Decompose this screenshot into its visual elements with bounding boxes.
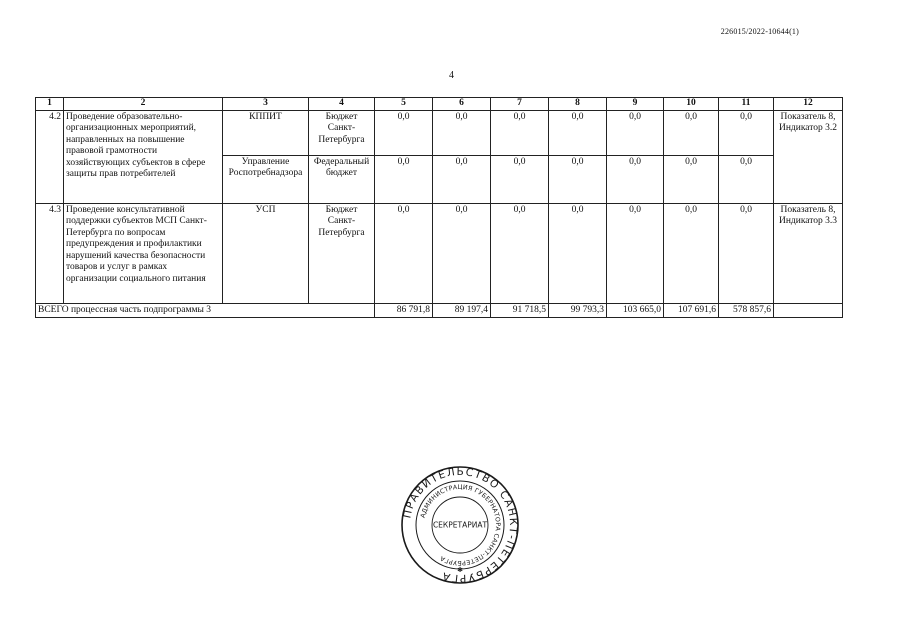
activity-cell: Проведение образовательно-организационных мероприятий, направленных на повышение правовой грамотности хозяйствующих субъектов в сфере защиты прав потребителей	[64, 110, 223, 203]
header-row	[36, 98, 843, 111]
budget-table	[35, 97, 843, 318]
value-cell: 0,0	[433, 203, 491, 303]
star-icon: ✱	[457, 566, 463, 574]
value-cell: 0,0	[719, 110, 774, 155]
total-value: 86 791,8	[375, 303, 433, 318]
value-cell: 0,0	[664, 203, 719, 303]
col-header: 11	[719, 98, 774, 111]
table-row	[36, 110, 843, 155]
col-header: 4	[309, 98, 375, 111]
col-header: 8	[549, 98, 607, 111]
seal-center-text: СЕКРЕТАРИАТ	[432, 520, 488, 530]
col-header: 5	[375, 98, 433, 111]
value-cell: 0,0	[433, 110, 491, 155]
value-cell: 0,0	[491, 203, 549, 303]
col-header: 9	[607, 98, 664, 111]
total-value: 103 665,0	[607, 303, 664, 318]
value-cell: 0,0	[433, 155, 491, 203]
value-cell: 0,0	[664, 110, 719, 155]
col-header: 2	[64, 98, 223, 111]
col-header: 6	[433, 98, 491, 111]
row-number: 4.3	[36, 203, 64, 303]
row-number: 4.2	[36, 110, 64, 203]
executor-cell: УСП	[223, 203, 309, 303]
empty-cell	[774, 303, 843, 318]
indicator-cell: Показатель 8, Индикатор 3.2	[774, 110, 843, 203]
value-cell: 0,0	[719, 203, 774, 303]
indicator-cell: Показатель 8, Индикатор 3.3	[774, 203, 843, 303]
col-header: 12	[774, 98, 843, 111]
executor-cell: Управление Роспотребнадзора	[223, 155, 309, 203]
executor-cell: КППИТ	[223, 110, 309, 155]
col-header: 1	[36, 98, 64, 111]
source-cell: Бюджет Санкт-Петербурга	[309, 110, 375, 155]
value-cell: 0,0	[491, 110, 549, 155]
total-label: ВСЕГО процессная часть подпрограммы 3	[36, 303, 375, 318]
total-row	[36, 303, 843, 318]
seal-outer-text: ПРАВИТЕЛЬСТВО САНКТ-ПЕТЕРБУРГА	[401, 465, 520, 585]
value-cell: 0,0	[607, 110, 664, 155]
value-cell: 0,0	[549, 110, 607, 155]
total-value: 107 691,6	[664, 303, 719, 318]
source-cell: Бюджет Санкт-Петербурга	[309, 203, 375, 303]
official-seal	[400, 465, 520, 585]
value-cell: 0,0	[491, 155, 549, 203]
col-header: 3	[223, 98, 309, 111]
col-header: 7	[491, 98, 549, 111]
value-cell: 0,0	[664, 155, 719, 203]
total-value: 91 718,5	[491, 303, 549, 318]
page-number: 4	[449, 70, 454, 81]
document-number: 226015/2022-10644(1)	[720, 27, 799, 36]
value-cell: 0,0	[607, 203, 664, 303]
value-cell: 0,0	[719, 155, 774, 203]
col-header: 10	[664, 98, 719, 111]
source-cell: Федеральный бюджет	[309, 155, 375, 203]
total-value: 578 857,6	[719, 303, 774, 318]
table-row	[36, 203, 843, 303]
value-cell: 0,0	[375, 110, 433, 155]
value-cell: 0,0	[375, 155, 433, 203]
total-value: 89 197,4	[433, 303, 491, 318]
seal-inner-text: АДМИНИСТРАЦИЯ ГУБЕРНАТОРА САНКТ-ПЕТЕРБУРГА	[419, 483, 502, 567]
total-value: 99 793,3	[549, 303, 607, 318]
value-cell: 0,0	[549, 203, 607, 303]
activity-cell: Проведение консультативной поддержки субъектов МСП Санкт-Петербурга по вопросам предупреждения и профилактики нарушений качества безопасности товаров и услуг в рамках организации социального питания	[64, 203, 223, 303]
value-cell: 0,0	[607, 155, 664, 203]
value-cell: 0,0	[549, 155, 607, 203]
value-cell: 0,0	[375, 203, 433, 303]
